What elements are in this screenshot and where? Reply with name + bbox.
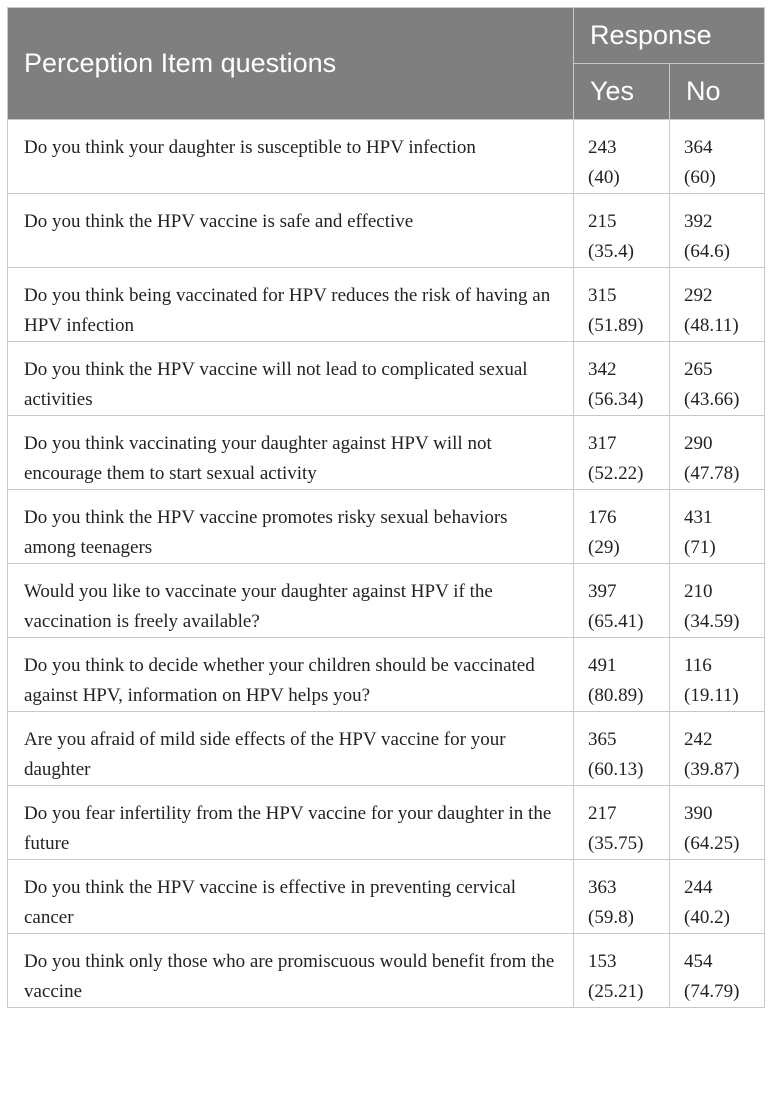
table-row [8, 712, 765, 786]
header-yes: Yes [574, 64, 670, 120]
yes-count: 217 [588, 803, 617, 824]
no-percent: (64.25) [684, 833, 740, 854]
header-perception-item: Perception Item questions [8, 8, 574, 120]
yes-cell [574, 120, 670, 194]
yes-count: 315 [588, 285, 617, 306]
yes-percent: (35.75) [588, 833, 644, 854]
question-cell: Do you think to decide whether your children should be vaccinated against HPV, information on HPV helps you? [8, 638, 574, 712]
yes-cell [574, 712, 670, 786]
no-count: 210 [684, 581, 713, 602]
table-row [8, 564, 765, 638]
yes-cell [574, 786, 670, 860]
question-cell: Do you think the HPV vaccine is safe and effective [8, 194, 574, 268]
yes-percent: (56.34) [588, 389, 644, 410]
table-row [8, 638, 765, 712]
yes-count: 317 [588, 433, 617, 454]
no-percent: (60) [684, 167, 716, 188]
no-cell [670, 860, 765, 934]
no-count: 390 [684, 803, 713, 824]
no-count: 454 [684, 951, 713, 972]
no-count: 290 [684, 433, 713, 454]
table-row [8, 194, 765, 268]
no-percent: (64.6) [684, 241, 730, 262]
yes-percent: (52.22) [588, 463, 644, 484]
question-cell: Do you think only those who are promiscuous would benefit from the vaccine [8, 934, 574, 1008]
yes-count: 153 [588, 951, 617, 972]
no-count: 265 [684, 359, 713, 380]
question-cell: Do you think your daughter is susceptible to HPV infection [8, 120, 574, 194]
yes-count: 397 [588, 581, 617, 602]
no-cell [670, 786, 765, 860]
no-percent: (19.11) [684, 685, 739, 706]
no-cell [670, 490, 765, 564]
yes-cell [574, 638, 670, 712]
question-cell: Do you think the HPV vaccine is effective in preventing cervical cancer [8, 860, 574, 934]
no-count: 364 [684, 137, 713, 158]
no-percent: (39.87) [684, 759, 740, 780]
yes-cell [574, 416, 670, 490]
yes-count: 491 [588, 655, 617, 676]
no-cell [670, 194, 765, 268]
table-row [8, 268, 765, 342]
no-cell [670, 342, 765, 416]
table-body [8, 120, 765, 1008]
no-cell [670, 712, 765, 786]
yes-cell [574, 268, 670, 342]
table-row [8, 416, 765, 490]
no-cell [670, 638, 765, 712]
no-cell [670, 120, 765, 194]
no-percent: (34.59) [684, 611, 740, 632]
no-count: 244 [684, 877, 713, 898]
header-response: Response [574, 8, 765, 64]
no-count: 431 [684, 507, 713, 528]
no-percent: (71) [684, 537, 716, 558]
table-row [8, 860, 765, 934]
yes-count: 365 [588, 729, 617, 750]
yes-percent: (29) [588, 537, 620, 558]
yes-percent: (65.41) [588, 611, 644, 632]
question-cell: Do you think vaccinating your daughter against HPV will not encourage them to start sexual activity [8, 416, 574, 490]
yes-percent: (40) [588, 167, 620, 188]
table-row [8, 490, 765, 564]
no-cell [670, 934, 765, 1008]
yes-percent: (25.21) [588, 981, 644, 1002]
yes-cell [574, 490, 670, 564]
table-row [8, 786, 765, 860]
yes-cell [574, 860, 670, 934]
question-cell: Do you fear infertility from the HPV vaccine for your daughter in the future [8, 786, 574, 860]
question-cell: Are you afraid of mild side effects of the HPV vaccine for your daughter [8, 712, 574, 786]
table-row [8, 342, 765, 416]
yes-count: 363 [588, 877, 617, 898]
yes-cell [574, 564, 670, 638]
no-cell [670, 564, 765, 638]
question-cell: Would you like to vaccinate your daughter against HPV if the vaccination is freely available? [8, 564, 574, 638]
perception-table [7, 7, 765, 1008]
table-row [8, 934, 765, 1008]
yes-percent: (35.4) [588, 241, 634, 262]
header-no: No [670, 64, 765, 120]
no-percent: (48.11) [684, 315, 739, 336]
no-count: 392 [684, 211, 713, 232]
table-header [8, 8, 765, 120]
yes-count: 215 [588, 211, 617, 232]
no-cell [670, 416, 765, 490]
table-row [8, 120, 765, 194]
yes-count: 243 [588, 137, 617, 158]
no-percent: (43.66) [684, 389, 740, 410]
yes-cell [574, 194, 670, 268]
no-count: 292 [684, 285, 713, 306]
yes-cell [574, 342, 670, 416]
yes-count: 176 [588, 507, 617, 528]
no-percent: (74.79) [684, 981, 740, 1002]
yes-percent: (60.13) [588, 759, 644, 780]
yes-count: 342 [588, 359, 617, 380]
no-percent: (47.78) [684, 463, 740, 484]
yes-percent: (59.8) [588, 907, 634, 928]
yes-cell [574, 934, 670, 1008]
yes-percent: (51.89) [588, 315, 644, 336]
question-cell: Do you think being vaccinated for HPV reduces the risk of having an HPV infection [8, 268, 574, 342]
no-percent: (40.2) [684, 907, 730, 928]
no-count: 116 [684, 655, 712, 676]
no-count: 242 [684, 729, 713, 750]
question-cell: Do you think the HPV vaccine will not lead to complicated sexual activities [8, 342, 574, 416]
question-cell: Do you think the HPV vaccine promotes risky sexual behaviors among teenagers [8, 490, 574, 564]
no-cell [670, 268, 765, 342]
yes-percent: (80.89) [588, 685, 644, 706]
